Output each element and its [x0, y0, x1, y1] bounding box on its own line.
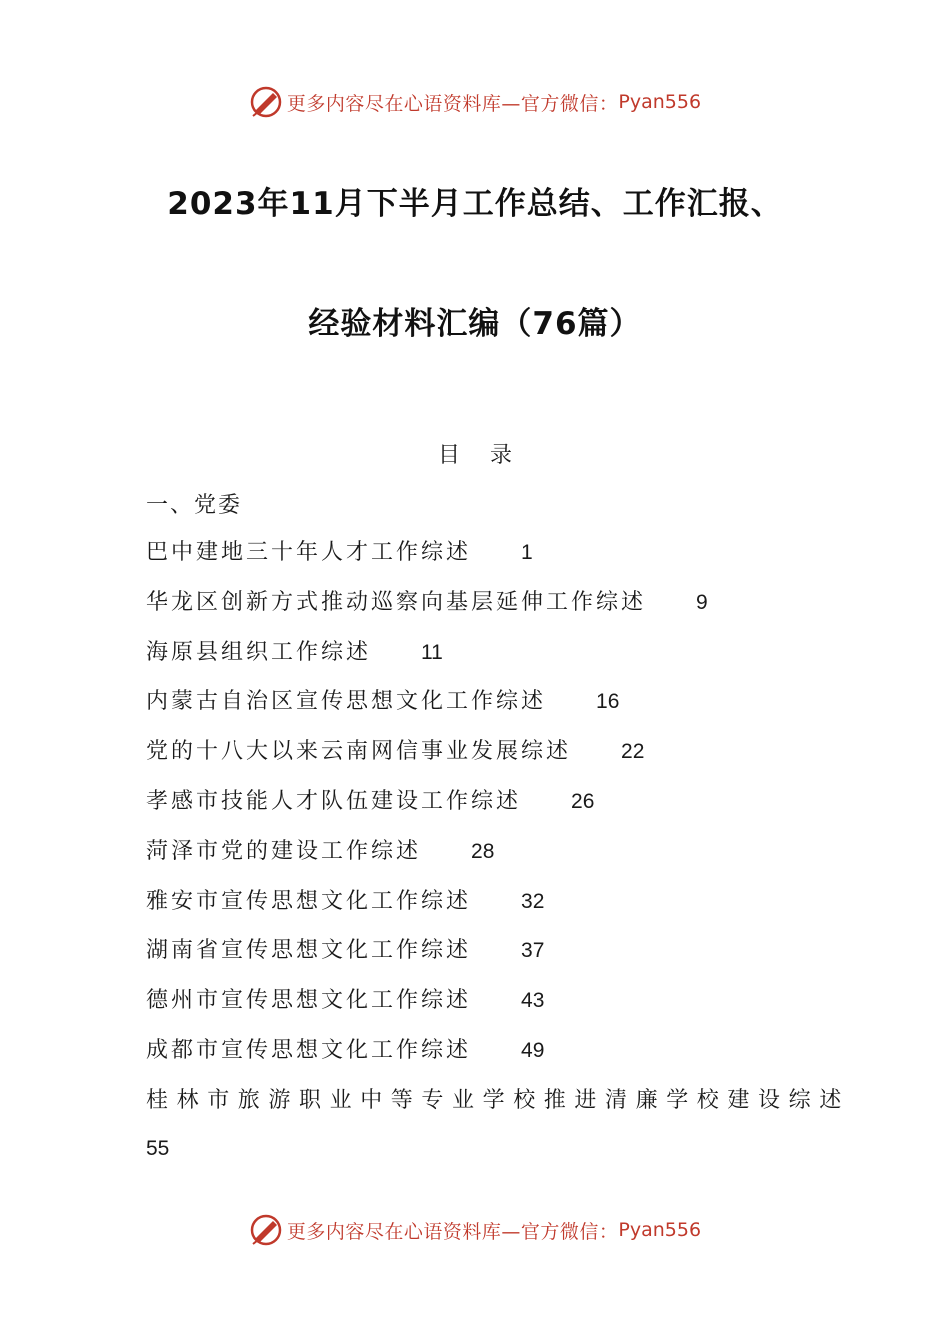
toc-entry-title: 巴中建地三十年人才工作综述: [146, 540, 472, 565]
banner-wechat: Pyan556: [618, 91, 702, 113]
toc-list: [146, 538, 850, 1136]
toc-entry[interactable]: [146, 687, 816, 737]
toc-entry-title: 党的十八大以来云南网信事业发展综述: [146, 739, 572, 765]
document-title-line-2: 经验材料汇编（76篇）: [308, 306, 642, 342]
toc-entry-title: 海原县组织工作综述: [146, 639, 372, 665]
document-title-line-1: 2023年11月下半月工作总结、工作汇报、: [167, 186, 783, 222]
toc-entry-title: 桂林市旅游职业中等专业学校推进清廉学校建设综述: [146, 1087, 850, 1113]
pen-logo-icon: [249, 1213, 283, 1247]
toc-section-title: 一、党委: [146, 493, 243, 518]
toc-entry-page: 26: [571, 789, 595, 813]
toc-entry[interactable]: [146, 887, 816, 937]
toc-entry-page: 1: [521, 541, 533, 564]
toc-entry-title: 菏泽市党的建设工作综述: [146, 838, 422, 864]
toc-entry-page: 49: [521, 1038, 545, 1062]
pen-logo-icon: [249, 85, 283, 119]
banner-text: 更多内容尽在心语资料库—官方微信：: [286, 1220, 619, 1243]
toc-entry-page: 11: [421, 640, 443, 664]
toc-entry[interactable]: [146, 1036, 816, 1086]
toc-entry[interactable]: [146, 588, 816, 638]
toc-entry-page: 37: [521, 939, 545, 963]
toc-entry-page: 22: [621, 740, 645, 764]
toc-entry[interactable]: [146, 986, 816, 1036]
toc-entry[interactable]: [146, 837, 816, 887]
toc-entry[interactable]: [146, 638, 816, 688]
toc-entry-page: 43: [521, 989, 545, 1013]
toc-entry-title: 华龙区创新方式推动巡察向基层延伸工作综述: [146, 589, 647, 615]
toc-entry[interactable]: [146, 936, 816, 986]
toc-entry-title: 孝感市技能人才队伍建设工作综述: [146, 788, 522, 814]
toc-entry-page: 16: [596, 690, 620, 714]
toc-entry-title: 湖南省宣传思想文化工作综述: [146, 938, 472, 964]
header-banner: [0, 82, 950, 122]
toc-entry[interactable]: [146, 1086, 850, 1136]
toc-entry-title: 雅安市宣传思想文化工作综述: [146, 888, 472, 914]
toc-entry[interactable]: [146, 787, 816, 837]
toc-entry[interactable]: [146, 538, 816, 588]
footer-banner: [0, 1210, 950, 1250]
toc-entry-page: 28: [471, 839, 495, 863]
toc-entry-title: 内蒙古自治区宣传思想文化工作综述: [146, 689, 547, 715]
toc-entry-title: 成都市宣传思想文化工作综述: [146, 1037, 472, 1063]
toc-entry-page: 55: [146, 1137, 170, 1160]
toc-entry-page: 32: [521, 889, 545, 913]
toc-entry-page: 9: [696, 590, 708, 614]
banner-text: 更多内容尽在心语资料库—官方微信：: [286, 92, 619, 115]
toc-heading: 目录: [437, 443, 542, 468]
toc-entry[interactable]: [146, 737, 816, 787]
toc-entry-title: 德州市宣传思想文化工作综述: [146, 988, 472, 1014]
banner-wechat: Pyan556: [618, 1219, 702, 1241]
